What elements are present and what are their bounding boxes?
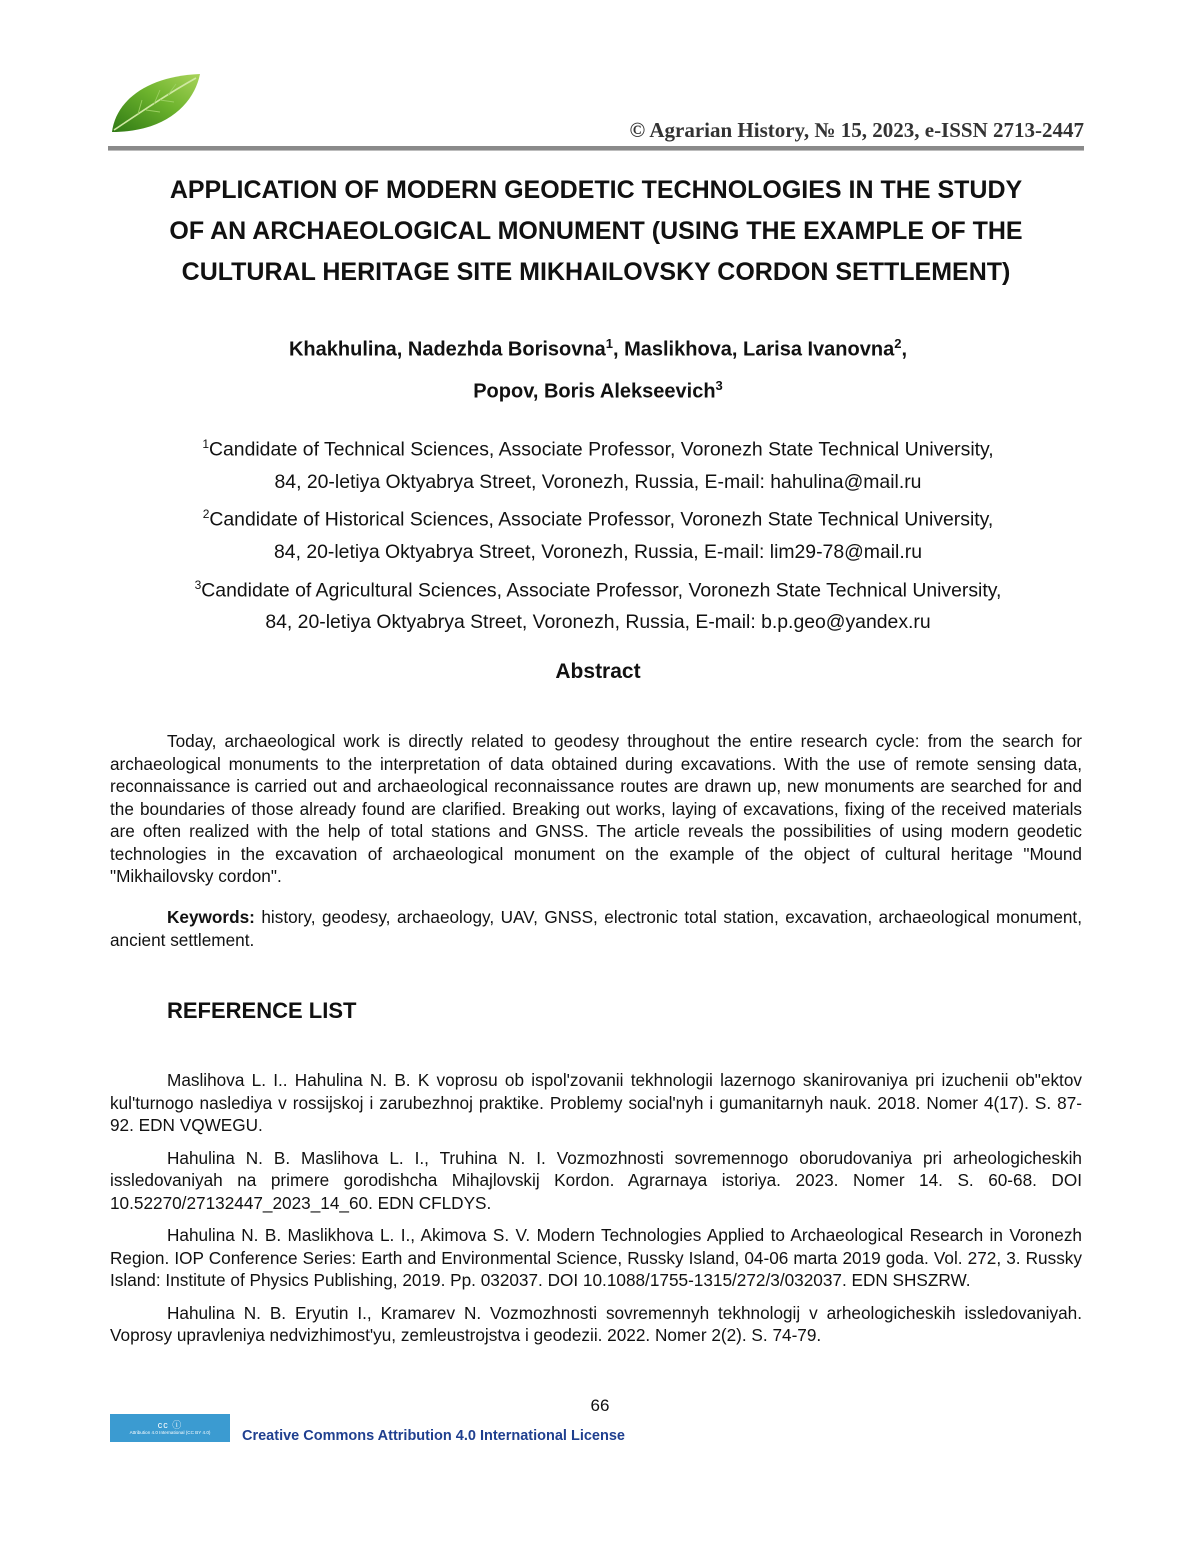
header-divider bbox=[108, 146, 1084, 151]
reference-item: Hahulina N. B. Maslihova L. I., Truhina N. I. Vozmozhnosti sovremennogo oborudovaniya pri arheologicheskih issledovaniyah na primere gorodishcha Mihajlovskij Kordon. Agrarnaya istoriya. 2023. Nomer 14. S. 60-68. DOI 10.52270/27132447_2023_14_60. EDN CFLDYS. bbox=[110, 1147, 1082, 1213]
affiliation-text: Candidate of Historical Sciences, Associate Professor, Voronezh State Technical University, bbox=[209, 508, 994, 531]
keywords-text: history, geodesy, archaeology, UAV, GNSS, electronic total station, excavation, archaeological monument, ancient settlement. bbox=[110, 907, 1082, 950]
author-sup: 3 bbox=[715, 377, 723, 393]
affiliation-line bbox=[108, 569, 1088, 607]
author-sup: 2 bbox=[894, 336, 902, 351]
cc-icon: cc ⓘ bbox=[157, 1420, 183, 1430]
affiliation-text: Candidate of Technical Sciences, Associate Professor, Voronezh State Technical University, bbox=[209, 438, 994, 461]
title-line: APPLICATION OF MODERN GEODETIC TECHNOLOGIES IN THE STUDY bbox=[169, 176, 1023, 204]
affiliation-text: Candidate of Agricultural Sciences, Associate Professor, Voronezh State Technical University, bbox=[201, 579, 1002, 602]
abstract-text: Today, archaeological work is directly related to geodesy throughout the entire research cycle: from the search for archaeological monuments to the interpretation of data obtained during excavations. With the use of remote sensing data, reconnaissance is carried out and archaeological reconnaissance routes are drawn up, new monuments are searched for and the boundaries of those already found are clarified. Breaking out works, laying of excavations, fixing of the received materials are often realized with the help of total stations and GNSS. The article reveals the possibilities of using modern geodetic technologies in the excavation of archaeological monument on the example of the object of cultural heritage "Mound "Mikhailovsky cordon". bbox=[110, 731, 1082, 886]
author-sup: 1 bbox=[605, 336, 613, 351]
reference-item: Hahulina N. B. Maslikhova L. I., Akimova S. V. Modern Technologies Applied to Archaeological Research in Voronezh Region. IOP Conference Series: Earth and Environmental Science, Russky Island, 04-06 marta 2019 goda. Vol. 272, 3. Russky Island: Institute of Physics Publishing, 2019. Pp. 032037. DOI 10.1088/1755-1315/272/3/032037. EDN SHSZRW. bbox=[110, 1225, 1082, 1290]
reference-list-heading: REFERENCE LIST bbox=[167, 998, 357, 1023]
cc-badge-text: Attribution 4.0 International (CC BY 4.0) bbox=[129, 1430, 211, 1435]
affiliation-line: 84, 20-letiya Oktyabrya Street, Voronezh, Russia, E-mail: hahulina@mail.ru bbox=[274, 470, 922, 493]
journal-header: © Agrarian History, № 15, 2023, e-ISSN 2713-2447 bbox=[629, 118, 1084, 142]
affiliation-line: 84, 20-letiya Oktyabrya Street, Voronezh, Russia, E-mail: lim29-78@mail.ru bbox=[274, 541, 922, 564]
affiliation-sup: 3 bbox=[194, 577, 202, 592]
title-line: OF AN ARCHAEOLOGICAL MONUMENT (USING THE EXAMPLE OF THE bbox=[169, 217, 1023, 245]
reference-item: Maslihova L. I.. Hahulina N. B. K voprosu ob ispol'zovanii tekhnologii lazernogo skanirovaniya pri izuchenii ob"ektov kul'turnogo naslediya v rossijskoj i zarubezhnoj praktike. Problemy social'nyh i gumanitarnyh nauk. 2018. Nomer 4(17). S. 87-92. EDN VQWEGU. bbox=[110, 1070, 1082, 1135]
affiliation-sup: 2 bbox=[202, 507, 210, 522]
page-number: 66 bbox=[590, 1396, 610, 1415]
license-link[interactable]: Creative Commons Attribution 4.0 International License bbox=[242, 1428, 625, 1444]
author-name: Maslikhova, Larisa Ivanovna bbox=[624, 338, 895, 361]
affiliation-line bbox=[108, 428, 1088, 466]
title-line: CULTURAL HERITAGE SITE MIKHAILOVSKY CORDON SETTLEMENT) bbox=[181, 258, 1011, 286]
authors: Khakhulina, Nadezhda Borisovna$^1$, Maslikhova, Larisa Ivanovna$^2$, Popov, Boris Alekseevich$^3$ bbox=[288, 336, 907, 403]
author-name: Popov, Boris Alekseevich bbox=[473, 380, 716, 403]
cc-by-badge[interactable] bbox=[110, 1414, 230, 1442]
abstract-heading: Abstract bbox=[555, 660, 641, 683]
reference-list bbox=[110, 1069, 1082, 1357]
affiliations bbox=[108, 428, 1088, 639]
affiliation-sup: 1 bbox=[202, 437, 209, 451]
keywords-label: Keywords: bbox=[167, 907, 255, 927]
affiliation-line bbox=[108, 498, 1088, 536]
leaf-icon bbox=[108, 70, 204, 138]
affiliation-line: 84, 20-letiya Oktyabrya Street, Voronezh, Russia, E-mail: b.p.geo@yandex.ru bbox=[265, 611, 931, 634]
keywords bbox=[110, 906, 1082, 951]
article-title bbox=[108, 170, 1084, 293]
author-name: Khakhulina, Nadezhda Borisovna bbox=[288, 338, 606, 361]
reference-item: Hahulina N. B. Eryutin I., Kramarev N. Vozmozhnosti sovremennyh tekhnologij v arheologicheskih issledovaniyah. Voprosy upravleniya nedvizhimost'yu, zemleustrojstva i geodezii. 2022. Nomer 2(2). S. 74-79. bbox=[110, 1302, 1082, 1345]
